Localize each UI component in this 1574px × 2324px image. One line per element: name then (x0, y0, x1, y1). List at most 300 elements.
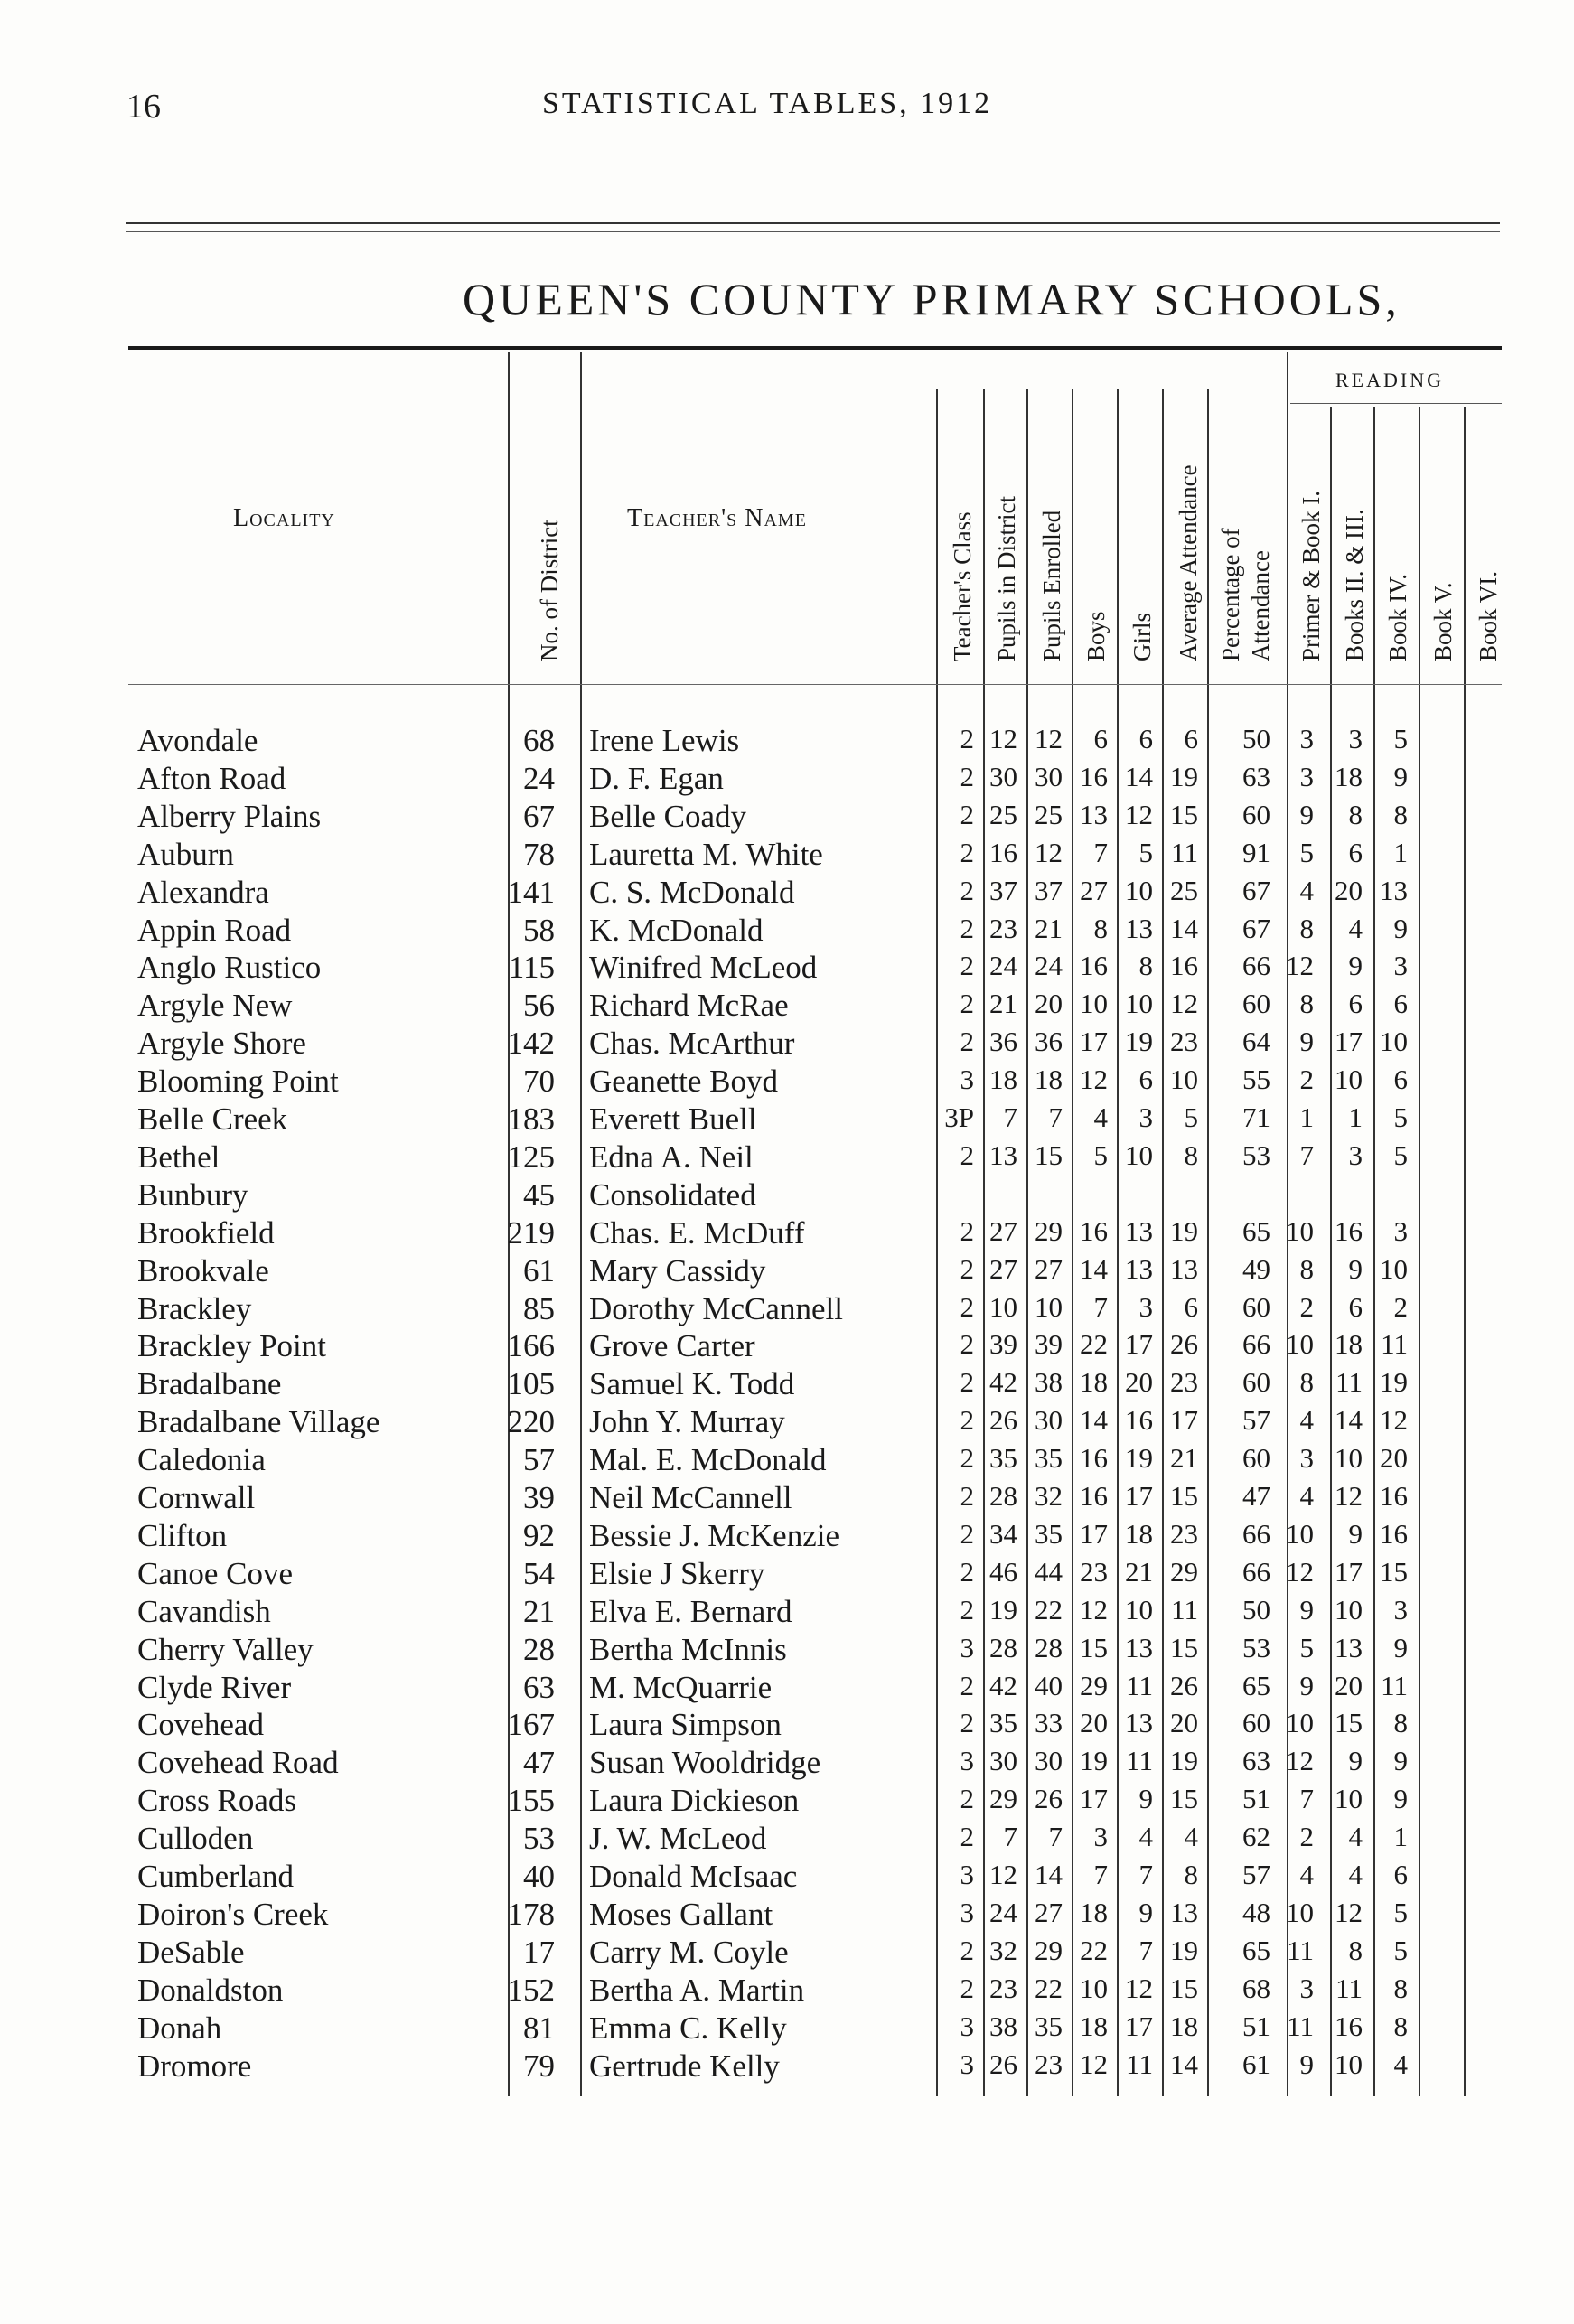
cell-girls: 13 (1125, 1252, 1153, 1285)
teacher-name-cell: Consolidated (589, 1176, 756, 1213)
cell-cls: 2 (960, 760, 974, 792)
cell-pct: 65 (1242, 1214, 1270, 1247)
teacher-name-cell: Winifred McLeod (589, 950, 818, 986)
cell-cls: 3 (960, 1745, 974, 1777)
locality-cell: Cornwall (137, 1480, 256, 1515)
cell-boys: 13 (1080, 798, 1108, 830)
cell-enrolled: 30 (1035, 1404, 1063, 1437)
cell-avg: 26 (1170, 1669, 1198, 1701)
cell-pct: 51 (1242, 1783, 1270, 1815)
cell-enrolled: 39 (1035, 1328, 1063, 1361)
cell-avg: 5 (1184, 1101, 1198, 1133)
locality-cell: Appin Road (137, 912, 292, 948)
cell-boys: 12 (1080, 2048, 1108, 2080)
cell-boys: 16 (1080, 760, 1108, 792)
cell-primer: 11 (1287, 2010, 1314, 2042)
cell-avg: 16 (1170, 950, 1198, 982)
column-header-average-attendance: Average Attendance (1175, 464, 1202, 661)
cell-avg: 20 (1170, 1707, 1198, 1739)
district-number-cell: 141 (507, 874, 555, 910)
cell-primer: 1 (1299, 1101, 1314, 1133)
cell-primer: 3 (1299, 760, 1314, 792)
cell-pupils: 21 (989, 988, 1017, 1020)
cell-enrolled: 12 (1035, 836, 1063, 868)
teacher-name-cell: K. McDonald (589, 912, 764, 948)
table-row (0, 1442, 1574, 1480)
teacher-name-cell: Neil McCannell (589, 1480, 792, 1515)
district-number-cell: 67 (523, 798, 555, 834)
cell-cls: 2 (960, 798, 974, 830)
cell-avg: 19 (1170, 1745, 1198, 1777)
teacher-name-cell: Bertha McInnis (589, 1631, 787, 1667)
cell-pupils: 19 (989, 1593, 1017, 1626)
cell-enrolled: 22 (1035, 1593, 1063, 1626)
district-number-cell: 61 (523, 1252, 555, 1289)
column-header-pupils-enrolled: Pupils Enrolled (1038, 510, 1065, 661)
cell-b23: 13 (1335, 1631, 1363, 1663)
cell-avg: 11 (1171, 1593, 1198, 1626)
column-header-teachers-class: Teacher's Class (949, 511, 976, 661)
cell-avg: 13 (1170, 1896, 1198, 1928)
cell-cls: 2 (960, 1328, 974, 1361)
cell-boys: 17 (1080, 1517, 1108, 1550)
locality-cell: Argyle New (137, 988, 293, 1024)
teacher-name-cell: Mal. E. McDonald (589, 1442, 827, 1478)
teacher-name-cell: C. S. McDonald (589, 874, 795, 910)
running-head: STATISTICAL TABLES, 1912 (542, 87, 993, 120)
cell-avg: 10 (1170, 1064, 1198, 1096)
cell-pupils: 29 (989, 1783, 1017, 1815)
cell-b23: 8 (1348, 798, 1363, 830)
cell-pct: 57 (1242, 1859, 1270, 1890)
cell-cls: 2 (960, 1593, 974, 1626)
cell-b23: 20 (1335, 1669, 1363, 1701)
teacher-name-cell: Bertha A. Martin (589, 1972, 805, 2008)
cell-boys: 23 (1080, 1555, 1108, 1588)
teacher-name-cell: D. F. Egan (589, 760, 724, 796)
cell-b23: 10 (1335, 1593, 1363, 1626)
locality-cell: Cherry Valley (137, 1631, 314, 1667)
cell-b4: 6 (1393, 988, 1408, 1020)
district-number-cell: 17 (523, 1934, 555, 1970)
cell-girls: 13 (1125, 1214, 1153, 1247)
cell-b23: 9 (1348, 1745, 1363, 1777)
cell-primer: 3 (1299, 1972, 1314, 2004)
district-number-cell: 81 (523, 2010, 555, 2046)
cell-cls: 2 (960, 1139, 974, 1171)
cell-avg: 19 (1170, 1934, 1198, 1966)
district-number-cell: 92 (523, 1517, 555, 1553)
teacher-name-cell: Dorothy McCannell (589, 1290, 843, 1326)
cell-avg: 8 (1184, 1859, 1198, 1890)
cell-girls: 18 (1125, 1517, 1153, 1550)
cell-pupils: 34 (989, 1517, 1017, 1550)
cell-boys: 10 (1080, 1972, 1108, 2004)
district-number-cell: 178 (507, 1896, 555, 1932)
cell-pupils: 12 (989, 1859, 1017, 1890)
cell-b4: 12 (1380, 1404, 1408, 1437)
cell-primer: 5 (1299, 1631, 1314, 1663)
district-number-cell: 58 (523, 912, 555, 948)
cell-b4: 16 (1380, 1517, 1408, 1550)
locality-cell: Afton Road (137, 760, 286, 796)
cell-b23: 11 (1335, 1366, 1363, 1399)
cell-b4: 3 (1393, 950, 1408, 982)
teacher-name-cell: Emma C. Kelly (589, 2010, 787, 2046)
district-number-cell: 115 (508, 950, 555, 986)
cell-pct: 50 (1242, 723, 1270, 754)
cell-b23: 9 (1348, 1517, 1363, 1550)
cell-girls: 8 (1138, 950, 1153, 982)
cell-pupils: 18 (989, 1064, 1017, 1096)
cell-primer: 3 (1299, 723, 1314, 754)
title-rule (128, 346, 1502, 350)
cell-avg: 23 (1170, 1517, 1198, 1550)
locality-cell: Avondale (137, 723, 258, 758)
cell-pupils: 28 (989, 1480, 1017, 1512)
cell-pupils: 30 (989, 760, 1017, 792)
cell-avg: 6 (1184, 723, 1198, 754)
district-number-cell: 28 (523, 1631, 555, 1667)
cell-pct: 61 (1242, 2048, 1270, 2080)
table-row (0, 1556, 1574, 1594)
cell-avg: 12 (1170, 988, 1198, 1020)
cell-enrolled: 38 (1035, 1366, 1063, 1399)
cell-b23: 14 (1335, 1404, 1363, 1437)
table-row (0, 1783, 1574, 1821)
table-title: QUEEN'S COUNTY PRIMARY SCHOOLS, (463, 274, 1401, 324)
cell-avg: 17 (1170, 1404, 1198, 1437)
cell-b4: 8 (1393, 1707, 1408, 1739)
table-row (0, 1859, 1574, 1897)
cell-cls: 2 (960, 1480, 974, 1512)
cell-b23: 16 (1335, 2010, 1363, 2042)
cell-primer: 12 (1286, 1555, 1314, 1588)
cell-avg: 23 (1170, 1026, 1198, 1058)
locality-cell: Dromore (137, 2048, 252, 2084)
cell-avg: 15 (1170, 1631, 1198, 1663)
column-header-district: No. of District (536, 520, 563, 661)
cell-cls: 2 (960, 1252, 974, 1285)
cell-girls: 16 (1125, 1404, 1153, 1437)
cell-girls: 10 (1125, 1593, 1153, 1626)
teacher-name-cell: John Y. Murray (589, 1404, 785, 1440)
teacher-name-cell: Susan Wooldridge (589, 1745, 821, 1781)
table-row (0, 1291, 1574, 1329)
table-row (0, 1670, 1574, 1708)
district-number-cell: 125 (507, 1139, 555, 1175)
cell-b4: 1 (1393, 1821, 1408, 1853)
teacher-name-cell: Belle Coady (589, 798, 746, 834)
cell-cls: 2 (960, 1214, 974, 1247)
cell-boys: 17 (1080, 1026, 1108, 1058)
cell-b23: 10 (1335, 2048, 1363, 2080)
cell-b4: 6 (1393, 1064, 1408, 1096)
cell-boys: 27 (1080, 874, 1108, 906)
cell-b4: 9 (1393, 1631, 1408, 1663)
district-number-cell: 167 (507, 1707, 555, 1743)
cell-primer: 10 (1286, 1214, 1314, 1247)
cell-pupils: 35 (989, 1707, 1017, 1739)
cell-b23: 17 (1335, 1026, 1363, 1058)
locality-cell: Donah (137, 2010, 222, 2046)
cell-enrolled: 27 (1035, 1896, 1063, 1928)
cell-primer: 12 (1286, 950, 1314, 982)
cell-enrolled: 7 (1048, 1101, 1063, 1133)
locality-cell: Clyde River (137, 1669, 292, 1705)
locality-cell: Belle Creek (137, 1101, 288, 1137)
cell-pupils: 23 (989, 1972, 1017, 2004)
table-row (0, 723, 1574, 761)
cell-pct: 60 (1242, 1366, 1270, 1399)
cell-boys: 16 (1080, 950, 1108, 982)
cell-b23: 9 (1348, 1252, 1363, 1285)
column-header-boys: Boys (1082, 611, 1110, 661)
cell-pct: 50 (1242, 1593, 1270, 1626)
district-number-cell: 183 (507, 1101, 555, 1137)
cell-girls: 3 (1138, 1290, 1153, 1323)
cell-b4: 1 (1393, 836, 1408, 868)
district-number-cell: 24 (523, 760, 555, 796)
column-header-books-2-3: Books II. & III. (1341, 509, 1368, 661)
cell-primer: 9 (1299, 1593, 1314, 1626)
cell-avg: 14 (1170, 912, 1198, 944)
cell-boys: 8 (1093, 912, 1108, 944)
cell-pupils: 38 (989, 2010, 1017, 2042)
cell-pct: 66 (1242, 1328, 1270, 1361)
locality-cell: Alexandra (137, 874, 269, 910)
cell-b4: 10 (1380, 1026, 1408, 1058)
locality-cell: Canoe Cove (137, 1555, 294, 1591)
cell-enrolled: 20 (1035, 988, 1063, 1020)
cell-girls: 7 (1138, 1934, 1153, 1966)
cell-boys: 16 (1080, 1214, 1108, 1247)
cell-primer: 7 (1299, 1139, 1314, 1171)
cell-pct: 91 (1242, 836, 1270, 868)
teacher-name-cell: Bessie J. McKenzie (589, 1517, 840, 1553)
cell-enrolled: 29 (1035, 1934, 1063, 1966)
cell-girls: 13 (1125, 1631, 1153, 1663)
teacher-name-cell: Grove Carter (589, 1328, 755, 1364)
teacher-name-cell: Chas. E. McDuff (589, 1214, 805, 1251)
cell-b4: 8 (1393, 1972, 1408, 2004)
column-header-percentage-attendance-1: Percentage of (1217, 528, 1244, 661)
cell-b4: 16 (1380, 1480, 1408, 1512)
cell-boys: 18 (1080, 1366, 1108, 1399)
cell-b4: 5 (1393, 1896, 1408, 1928)
cell-b4: 9 (1393, 760, 1408, 792)
cell-b23: 6 (1348, 1290, 1363, 1323)
cell-b23: 3 (1348, 1139, 1363, 1171)
cell-pct: 55 (1242, 1064, 1270, 1096)
cell-b4: 19 (1380, 1366, 1408, 1399)
cell-b4: 5 (1393, 1139, 1408, 1171)
cell-pupils: 23 (989, 912, 1017, 944)
cell-primer: 10 (1286, 1896, 1314, 1928)
cell-cls: 3 (960, 2048, 974, 2080)
column-header-teacher-name: Teacher's Name (627, 504, 807, 532)
cell-enrolled: 35 (1035, 2010, 1063, 2042)
teacher-name-cell: M. McQuarrie (589, 1669, 773, 1705)
district-number-cell: 152 (507, 1972, 555, 2008)
header-rule (126, 222, 1500, 224)
cell-cls: 2 (960, 1821, 974, 1853)
district-number-cell: 220 (507, 1404, 555, 1440)
cell-avg: 8 (1184, 1139, 1198, 1171)
locality-cell: Bethel (137, 1139, 220, 1175)
cell-girls: 17 (1125, 1328, 1153, 1361)
cell-b23: 6 (1348, 836, 1363, 868)
cell-pupils: 39 (989, 1328, 1017, 1361)
cell-cls: 2 (960, 874, 974, 906)
district-number-cell: 78 (523, 836, 555, 872)
cell-cls: 3 (960, 1631, 974, 1663)
cell-b23: 10 (1335, 1783, 1363, 1815)
cell-b23: 11 (1335, 1972, 1363, 2004)
cell-girls: 19 (1125, 1442, 1153, 1475)
cell-b23: 12 (1335, 1480, 1363, 1512)
cell-boys: 14 (1080, 1404, 1108, 1437)
district-number-cell: 166 (507, 1328, 555, 1364)
cell-b23: 4 (1348, 1821, 1363, 1853)
cell-girls: 10 (1125, 1139, 1153, 1171)
locality-cell: Brookvale (137, 1252, 269, 1289)
cell-boys: 22 (1080, 1934, 1108, 1966)
locality-cell: Covehead (137, 1707, 264, 1743)
cell-pupils: 30 (989, 1745, 1017, 1777)
cell-primer: 4 (1299, 874, 1314, 906)
cell-pupils: 42 (989, 1669, 1017, 1701)
cell-pct: 53 (1242, 1631, 1270, 1663)
cell-boys: 12 (1080, 1064, 1108, 1096)
cell-b4: 5 (1393, 1101, 1408, 1133)
cell-cls: 2 (960, 1783, 974, 1815)
cell-pupils: 37 (989, 874, 1017, 906)
cell-b23: 3 (1348, 723, 1363, 754)
district-number-cell: 142 (507, 1026, 555, 1062)
locality-cell: Brookfield (137, 1214, 275, 1251)
cell-girls: 9 (1138, 1896, 1153, 1928)
column-header-book-4: Book IV. (1384, 573, 1411, 661)
district-number-cell: 79 (523, 2048, 555, 2084)
teacher-name-cell: Samuel K. Todd (589, 1366, 795, 1402)
table-row (0, 1177, 1574, 1215)
cell-avg: 13 (1170, 1252, 1198, 1285)
column-header-girls: Girls (1129, 613, 1156, 661)
cell-enrolled: 32 (1035, 1480, 1063, 1512)
cell-enrolled: 44 (1035, 1555, 1063, 1588)
cell-primer: 12 (1286, 1745, 1314, 1777)
cell-avg: 15 (1170, 1480, 1198, 1512)
cell-boys: 12 (1080, 1593, 1108, 1626)
cell-enrolled: 37 (1035, 874, 1063, 906)
cell-boys: 14 (1080, 1252, 1108, 1285)
cell-cls: 2 (960, 1404, 974, 1437)
teacher-name-cell: Laura Simpson (589, 1707, 782, 1743)
cell-pct: 65 (1242, 1934, 1270, 1966)
cell-boys: 16 (1080, 1480, 1108, 1512)
cell-b4: 11 (1381, 1669, 1408, 1701)
teacher-name-cell: J. W. McLeod (589, 1821, 767, 1857)
cell-avg: 29 (1170, 1555, 1198, 1588)
column-header-pupils-in-district: Pupils in District (993, 495, 1020, 661)
cell-pupils: 32 (989, 1934, 1017, 1966)
cell-enrolled: 26 (1035, 1783, 1063, 1815)
district-number-cell: 70 (523, 1064, 555, 1100)
cell-enrolled: 36 (1035, 1026, 1063, 1058)
table-row (0, 1594, 1574, 1632)
cell-enrolled: 25 (1035, 798, 1063, 830)
column-header-reading: READING (1335, 369, 1444, 391)
cell-b4: 2 (1393, 1290, 1408, 1323)
table-row (0, 1253, 1574, 1291)
table-row (0, 2010, 1574, 2048)
cell-pct: 64 (1242, 1026, 1270, 1058)
cell-pupils: 42 (989, 1366, 1017, 1399)
page-header (0, 87, 1574, 141)
cell-b4: 8 (1393, 2010, 1408, 2042)
table-row (0, 875, 1574, 913)
cell-b23: 6 (1348, 988, 1363, 1020)
cell-b23: 17 (1335, 1555, 1363, 1588)
cell-pct: 53 (1242, 1139, 1270, 1171)
district-number-cell: 219 (507, 1214, 555, 1251)
cell-pct: 49 (1242, 1252, 1270, 1285)
cell-pupils: 26 (989, 1404, 1017, 1437)
cell-girls: 9 (1138, 1783, 1153, 1815)
district-number-cell: 85 (523, 1290, 555, 1326)
locality-cell: Auburn (137, 836, 234, 872)
cell-primer: 2 (1299, 1821, 1314, 1853)
cell-enrolled: 15 (1035, 1139, 1063, 1171)
cell-primer: 10 (1286, 1328, 1314, 1361)
cell-enrolled: 10 (1035, 1290, 1063, 1323)
cell-cls: 3P (944, 1101, 974, 1133)
district-number-cell: 53 (523, 1821, 555, 1857)
teacher-name-cell: Moses Gallant (589, 1896, 773, 1932)
district-number-cell: 105 (507, 1366, 555, 1402)
cell-avg: 18 (1170, 2010, 1198, 2042)
cell-pupils: 10 (989, 1290, 1017, 1323)
header-bottom-rule (128, 684, 1502, 685)
cell-avg: 6 (1184, 1290, 1198, 1323)
cell-primer: 2 (1299, 1064, 1314, 1096)
table-row (0, 1064, 1574, 1101)
cell-girls: 19 (1125, 1026, 1153, 1058)
teacher-name-cell: Mary Cassidy (589, 1252, 766, 1289)
district-number-cell: 54 (523, 1555, 555, 1591)
table-row (0, 1897, 1574, 1935)
cell-primer: 9 (1299, 1026, 1314, 1058)
teacher-name-cell: Elva E. Bernard (589, 1593, 792, 1629)
district-number-cell: 47 (523, 1745, 555, 1781)
cell-girls: 6 (1138, 1064, 1153, 1096)
cell-primer: 8 (1299, 988, 1314, 1020)
cell-girls: 17 (1125, 1480, 1153, 1512)
locality-cell: Cumberland (137, 1859, 295, 1894)
table-row (0, 1973, 1574, 2010)
cell-pct: 51 (1242, 2010, 1270, 2042)
cell-enrolled: 33 (1035, 1707, 1063, 1739)
column-header-primer-book-1: Primer & Book I. (1298, 491, 1325, 661)
cell-pupils: 24 (989, 1896, 1017, 1928)
cell-cls: 2 (960, 950, 974, 982)
cell-avg: 26 (1170, 1328, 1198, 1361)
cell-pupils: 28 (989, 1631, 1017, 1663)
cell-pct: 66 (1242, 1517, 1270, 1550)
cell-enrolled: 27 (1035, 1252, 1063, 1285)
cell-pupils: 36 (989, 1026, 1017, 1058)
